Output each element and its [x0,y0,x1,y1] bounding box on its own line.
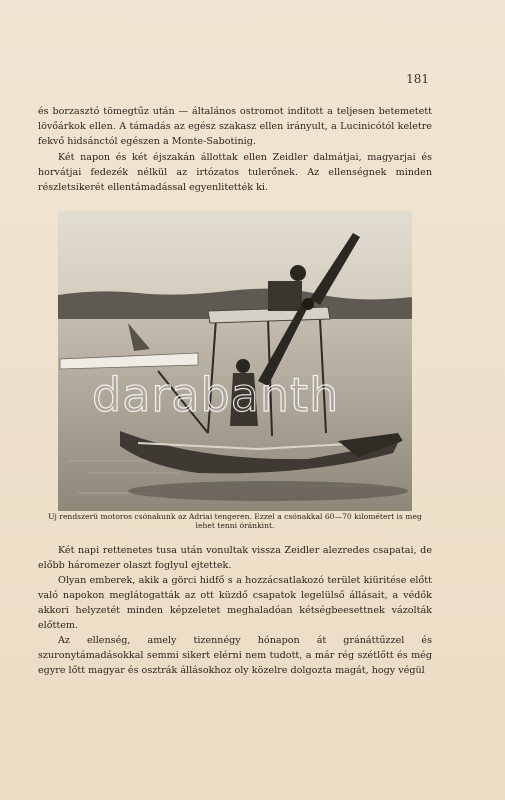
pilot-head [290,265,306,281]
paragraph-3: Két napi rettenetes tusa után vonultak vissza Zeidler alezredes csapatai, de előbb háromezer olaszt foglyul ejtettek. [38,545,432,571]
photo-caption: Uj rendszerü motoros csónakunk az Adriai tengeren. Ezzel a csónakkal 60—70 kilométert is meg lehet tenni óránkint. [48,512,422,530]
engine [268,281,302,311]
seaplane-illustration [58,211,412,511]
hull-reflection [128,481,408,501]
paragraph-1: és borzasztó tömegtűz után — általános ostromot inditott a teljesen betemetett lövőárkok ellen. A támadás az egész szakasz ellen irányult, a Lucinicótól keletre fekvő hidsánctól egészen a Monte-Sabotinig. [38,106,432,147]
paragraph-2: Két napon és két éjszakán állottak ellen Zeidler dalmátjai, magyarjai és horvátjai fedezék nélkül az irtózatos tulerőnek. Az ellenségnek minden részletsikerét ellentámadással egyenlitették ki. [38,152,432,193]
paragraph-4: Olyan emberek, akik a görci hidfő s a hozzácsatlakozó terület kiüritése előtt való napokon meglátogatták az ott küzdő csapatok legelülső állásait, a védők akkori helyzetét minden képzeletet meghaladóan kétségbeesettnek vázolták előttem. [38,575,432,631]
crewman-body [230,373,258,426]
propeller-hub [302,298,314,310]
page-number: 181 [406,72,429,86]
seaplane-photo [58,211,412,511]
crewman-head [236,359,250,373]
paragraph-5: Az ellenség, amely tizennégy hónapon át gránáttűzzel és szuronytámadásokkal semmi sikert elérni nem tudott, a már rég szétlőtt és még egyre lőtt magyar és osztrák állásokhoz oly közelre dolgozta magát, hogy végül [38,635,432,676]
